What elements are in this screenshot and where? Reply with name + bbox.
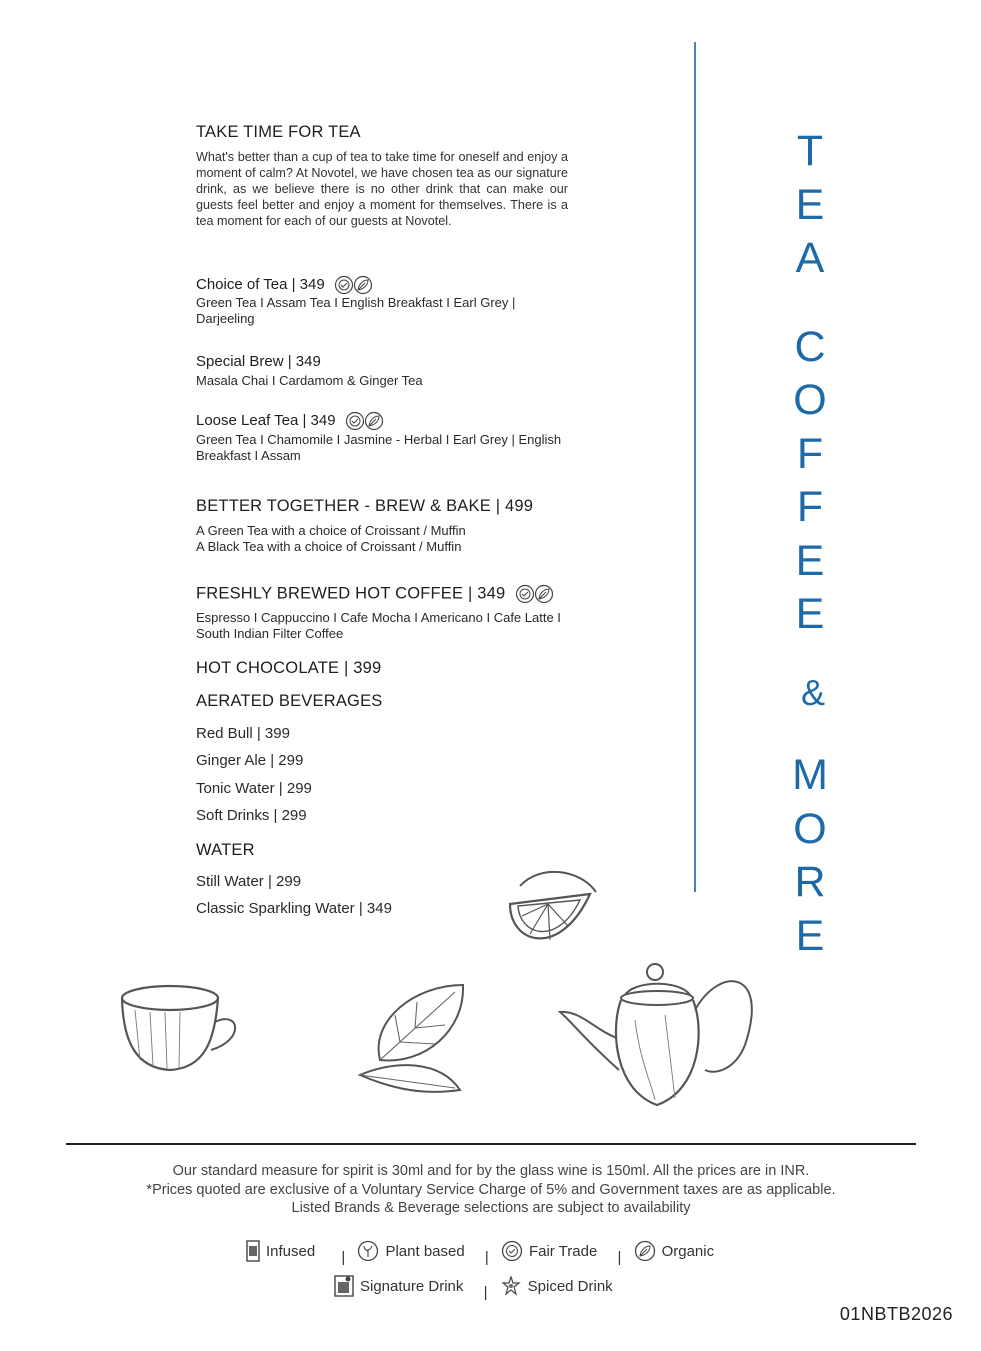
side-title-letter: E <box>795 911 825 960</box>
better-together-title: BETTER TOGETHER - BREW & BAKE | 499 <box>196 497 534 515</box>
aerated-item: Red Bull | 399 <box>196 725 290 742</box>
side-title-letter: F <box>796 483 824 531</box>
side-title-letter: E <box>795 590 825 638</box>
infused-icon <box>246 1240 260 1262</box>
side-title-letter: T <box>796 127 824 175</box>
vertical-divider <box>694 42 696 892</box>
intro-text: What's better than a cup of tea to take time for oneself and enjoy a moment of calm? At Novotel, we have chosen tea as our signature drink, as we believe there is no other drink that can make our guests feel better and enjoy a moment for themselves. There is a tea moment for each of our guests at Novotel. <box>196 150 568 228</box>
side-title-gap <box>780 286 840 321</box>
legend-signature: Signature Drink <box>334 1275 463 1297</box>
side-title-letter: A <box>795 234 825 282</box>
legend-separator: | <box>483 1284 488 1301</box>
signature-drink-icon <box>334 1275 354 1297</box>
footer-line: Listed Brands & Beverage selections are subject to availability <box>291 1200 691 1216</box>
better-together-desc-1: A Green Tea with a choice of Croissant / Muffin <box>196 523 466 538</box>
lemon-slice-illustration <box>500 864 600 959</box>
choice-of-tea-title: Choice of Tea | 349 <box>196 275 325 293</box>
fair-trade-icon <box>346 413 363 430</box>
side-title-letter: F <box>796 429 824 478</box>
choice-of-tea-item <box>196 275 374 295</box>
choice-of-tea-icons <box>334 275 374 295</box>
water-item: Classic Sparkling Water | 349 <box>196 900 392 917</box>
water-item: Still Water | 299 <box>196 873 302 890</box>
spiced-drink-icon <box>500 1275 522 1297</box>
legend-organic: Organic <box>634 1240 715 1262</box>
menu-code: 01NBTB2026 <box>839 1304 953 1324</box>
special-brew-title: Special Brew | 349 <box>196 353 321 370</box>
side-title-letter: M <box>792 751 828 799</box>
intro-heading: TAKE TIME FOR TEA <box>196 123 361 141</box>
coffee-title: FRESHLY BREWED HOT COFFEE | 349 <box>196 584 506 603</box>
loose-leaf-title: Loose Leaf Tea | 349 <box>196 411 336 429</box>
fair-trade-icon <box>335 277 352 294</box>
teacup-illustration <box>115 980 245 1075</box>
plant-based-icon <box>357 1240 379 1262</box>
side-title-letter: E <box>795 180 825 229</box>
organic-icon <box>536 586 553 603</box>
organic-icon <box>354 277 371 294</box>
coffee-item <box>196 584 555 604</box>
side-title-gap <box>780 642 840 666</box>
footer-line: *Prices quoted are exclusive of a Voluntary Service Charge of 5% and Government taxes are as applicable. <box>146 1181 836 1198</box>
choice-of-tea-desc: Green Tea I Assam Tea I English Breakfast I Earl Grey | Darjeeling <box>196 295 516 326</box>
side-title-letter: O <box>793 376 827 424</box>
aerated-item: Soft Drinks | 299 <box>196 807 307 824</box>
legend-plant-based: Plant based <box>357 1240 464 1262</box>
side-title-letter: O <box>793 804 827 853</box>
coffee-icons <box>515 584 555 604</box>
legend-separator: | <box>617 1249 622 1266</box>
aerated-heading: AERATED BEVERAGES <box>196 692 383 710</box>
legend-infused: Infused <box>246 1240 315 1262</box>
side-title-gap <box>780 719 840 749</box>
legend-separator: | <box>341 1249 346 1266</box>
footer-notes <box>66 1162 916 1218</box>
aerated-item: Ginger Ale | 299 <box>196 752 304 769</box>
fair-trade-icon <box>517 586 534 603</box>
side-title-letter: R <box>794 858 826 906</box>
loose-leaf-icons <box>345 411 385 431</box>
coffee-desc: Espresso I Cappuccino I Cafe Mocha I Americano I Cafe Latte I South Indian Filter Coffee <box>196 610 561 641</box>
side-title <box>780 125 840 963</box>
tea-leaves-illustration <box>355 980 470 1095</box>
loose-leaf-item <box>196 411 385 431</box>
fair-trade-icon <box>501 1240 523 1262</box>
hot-chocolate-title: HOT CHOCOLATE | 399 <box>196 659 382 677</box>
legend-spiced: Spiced Drink <box>500 1275 613 1297</box>
special-brew-desc: Masala Chai I Cardamom & Ginger Tea <box>196 373 423 388</box>
side-title-letter: C <box>794 322 826 371</box>
side-title-ampersand: & <box>800 671 825 713</box>
legend-separator: | <box>484 1249 489 1266</box>
footer-line: Our standard measure for spirit is 30ml and for by the glass wine is 150ml. All the prices are in INR. <box>172 1163 810 1179</box>
better-together-desc-2: A Black Tea with a choice of Croissant / Muffin <box>196 539 462 554</box>
organic-icon <box>365 413 382 430</box>
legend-fair-trade: Fair Trade <box>501 1240 597 1262</box>
water-heading: WATER <box>196 841 255 859</box>
organic-icon <box>634 1240 656 1262</box>
side-title-letter: E <box>795 536 825 585</box>
teapot-illustration <box>555 960 765 1110</box>
aerated-item: Tonic Water | 299 <box>196 780 312 797</box>
legend-row-2 <box>334 1275 613 1301</box>
footer-divider <box>66 1143 916 1145</box>
loose-leaf-desc: Green Tea I Chamomile I Jasmine - Herbal I Earl Grey | English Breakfast I Assam <box>196 432 562 463</box>
legend-row-1 <box>246 1240 714 1266</box>
